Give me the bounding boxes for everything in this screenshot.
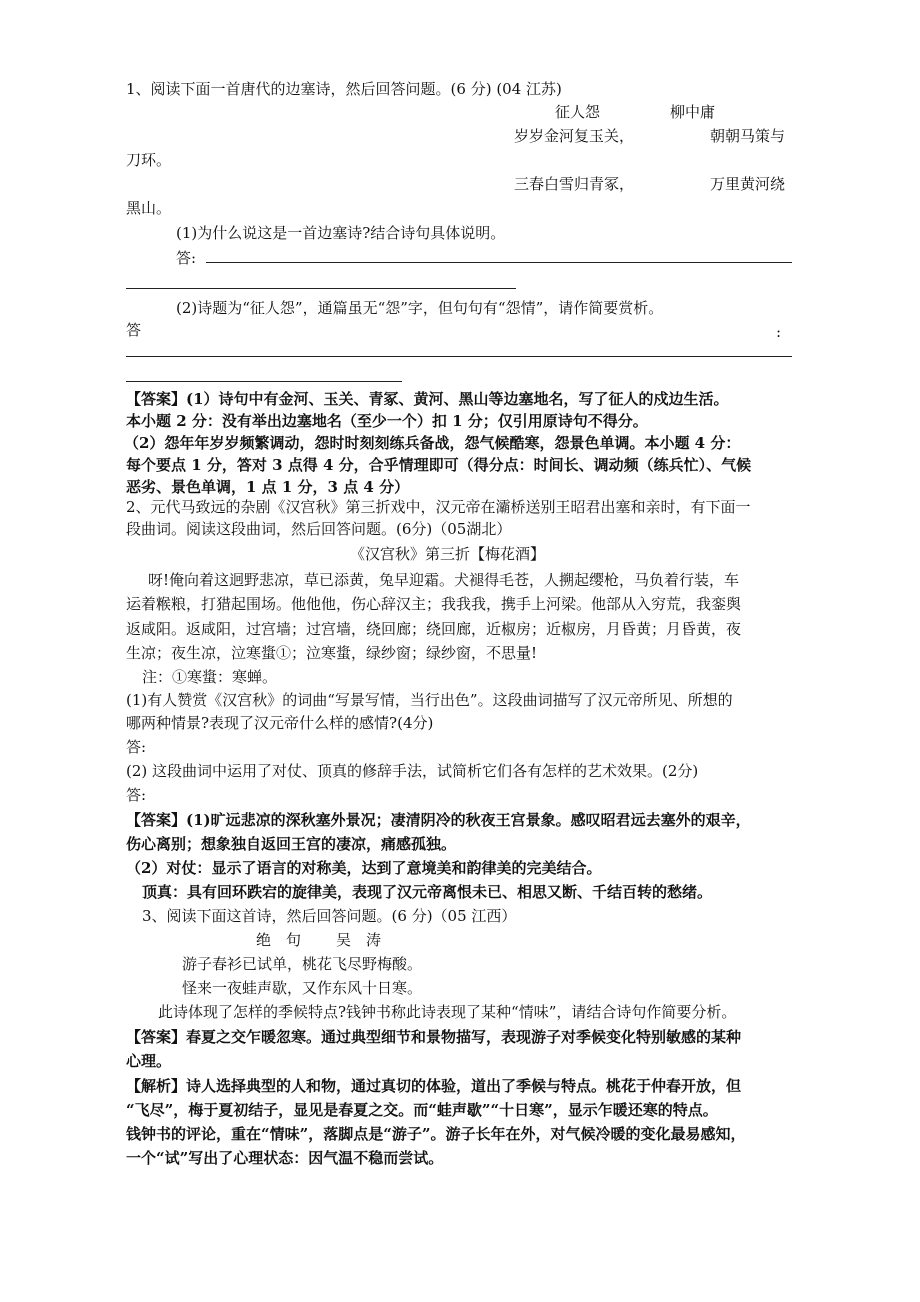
q1-poem-author: 柳中庸 — [670, 103, 716, 121]
answer-line — [126, 356, 792, 357]
q2-note: 注：①寒螀：寒蝉。 — [142, 668, 278, 686]
q3-heading: 3、阅读下面这首诗，然后回答问题。(6 分)（05 江西） — [142, 907, 517, 925]
q1-poem-line2c: 黑山。 — [126, 199, 172, 217]
q3-poem-title: 绝 句 — [256, 931, 302, 949]
q1-poem-title: 征人怨 — [555, 103, 601, 121]
q2-key-line3: （2）对仗：显示了语言的对称美，达到了意境美和韵律美的完美结合。 — [126, 859, 602, 877]
q1-answer-colon: : — [776, 323, 782, 341]
q1-key-line3: （2）怨年年岁岁频繁调动，怨时时刻刻练兵备战，怨气候酷寒，怨景色单调。本小题 4 分： — [124, 434, 741, 452]
q3-analysis-line1: 【解析】诗人选择典型的人和物，通过真切的体验，道出了季候与特点。桃花于仲春开放，但 — [126, 1077, 742, 1095]
q3-question: 此诗体现了怎样的季候特点?钱钟书称此诗表现了某种“情味”，请结合诗句作简要分析。 — [158, 1003, 737, 1021]
q2-heading-line2: 段曲词。阅读这段曲词，然后回答问题。(6分)（05湖北） — [126, 520, 512, 538]
q3-key-line2: 心理。 — [126, 1052, 172, 1070]
answer-line — [126, 381, 402, 382]
q3-poem-line2: 怪来一夜蛙声歇，又作东风十日寒。 — [182, 979, 423, 997]
q1-key-line1: 【答案】(1）诗句中有金河、玉关、青冢、黄河、黑山等边塞地名，写了征人的戍边生活。 — [126, 390, 729, 408]
q1-poem-line1c: 刀环。 — [126, 151, 172, 169]
answer-line — [126, 288, 516, 289]
q3-poem-author: 吴 涛 — [336, 931, 382, 949]
q2-title: 《汉宫秋》第三折【梅花酒】 — [350, 545, 546, 563]
answer-line — [206, 262, 792, 263]
q3-analysis-line2: “飞尽”，梅于夏初结子，显见是春夏之交。而“蛙声歇”“十日寒”，显示乍暖还寒的特点。 — [126, 1101, 718, 1119]
q1-poem-line2b: 万里黄河绕 — [710, 175, 786, 193]
q2-heading-line1: 2、元代马致远的杂剧《汉宫秋》第三折戏中，汉元帝在灞桥送别王昭君出塞和亲时，有下面一 — [126, 498, 751, 516]
q1-key-line4: 每个要点 1 分，答对 3 点得 4 分，合乎情理即可（得分点：时间长、调动频（练兵忙）、气候 — [126, 456, 752, 474]
q3-analysis-line3: 钱钟书的评论，重在“情味”，落脚点是“游子”。游子长年在外，对气候冷暖的变化最易感知， — [126, 1125, 746, 1143]
q1-subquestion-1: (1)为什么说这是一首边塞诗?结合诗句具体说明。 — [176, 224, 506, 242]
q1-poem-line1b: 朝朝马策与 — [710, 127, 786, 145]
q2-subquestion-2: (2) 这段曲词中运用了对仗、顶真的修辞手法，试简析它们各有怎样的艺术效果。(2分) — [126, 762, 699, 780]
q1-subquestion-2: (2)诗题为“征人怨”，通篇虽无“怨”字，但句句有“怨情”，请作简要赏析。 — [176, 299, 664, 317]
q2-subquestion-1b: 哪两种情景?表现了汉元帝什么样的感情?(4分) — [126, 714, 434, 732]
q1-heading: 1、阅读下面一首唐代的边塞诗，然后回答问题。(6 分) (04 江苏) — [126, 80, 562, 98]
q1-answer-label-2: 答 — [126, 321, 142, 339]
q2-answer-label-2: 答: — [126, 786, 147, 804]
q1-answer-label-1: 答: — [176, 249, 197, 267]
q2-key-line4: 顶真：具有回环跌宕的旋律美，表现了汉元帝离恨未已、相思又断、千结百转的愁绪。 — [142, 883, 713, 901]
q2-key-line2: 伤心离别；想象独自返回王宫的凄凉，痛感孤独。 — [126, 835, 457, 853]
q2-passage-line3: 返咸阳。返咸阳，过宫墙；过宫墙，绕回廊；绕回廊，近椒房；近椒房，月昏黄；月昏黄，夜 — [126, 620, 742, 638]
q2-answer-label-1: 答: — [126, 738, 147, 756]
q2-key-line1: 【答案】(1)旷远悲凉的深秋塞外景况；凄清阴冷的秋夜王宫景象。感叹昭君远去塞外的艰辛， — [126, 811, 751, 829]
q3-analysis-line4: 一个“试”写出了心理状态：因气温不稳而尝试。 — [126, 1149, 444, 1167]
q2-passage-line1: 呀!俺向着这迥野悲凉，草已添黄，兔早迎霜。犬褪得毛苍，人搠起缨枪，马负着行装，车 — [148, 571, 740, 589]
q2-passage-line4: 生凉；夜生凉，泣寒螀①；泣寒螀，绿纱窗；绿纱窗，不思量! — [126, 644, 538, 662]
q2-subquestion-1a: (1)有人赞赏《汉宫秋》的词曲“写景写情，当行出色”。这段曲词描写了汉元帝所见、所想的 — [126, 691, 733, 709]
q3-key-line1: 【答案】春夏之交乍暖忽寒。通过典型细节和景物描写，表现游子对季候变化特别敏感的某种 — [126, 1028, 742, 1046]
q1-key-line2: 本小题 2 分：没有举出边塞地名（至少一个）扣 1 分；仅引用原诗句不得分。 — [126, 412, 648, 430]
q1-poem-line2a: 三春白雪归青冢， — [514, 175, 635, 193]
q1-key-line5: 恶劣、景色单调，1 点 1 分，3 点 4 分） — [126, 478, 410, 496]
q3-poem-line1: 游子春衫已试单，桃花飞尽野梅酸。 — [182, 955, 423, 973]
q1-poem-line1a: 岁岁金河复玉关， — [514, 127, 635, 145]
q2-passage-line2: 运着糇粮，打猎起围场。他他他，伤心辞汉主；我我我，携手上河梁。他部从入穷荒，我銮舆 — [126, 595, 742, 613]
